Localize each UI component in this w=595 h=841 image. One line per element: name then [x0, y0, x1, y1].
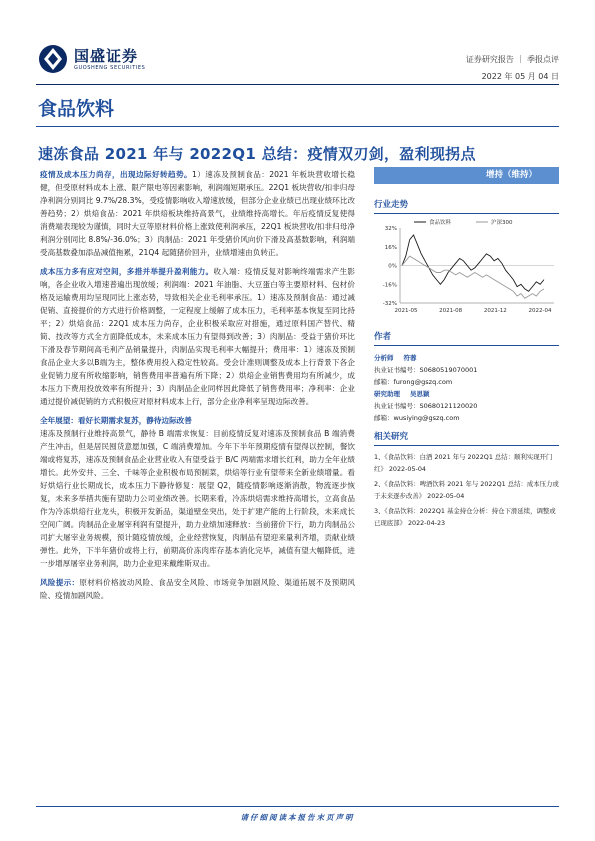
authors-title: 作者	[374, 330, 559, 346]
sector-title: 食品饮料	[38, 98, 115, 120]
y-tick-label: 16%	[384, 244, 397, 251]
footer-rule	[36, 806, 559, 807]
y-tick-label: 32%	[384, 226, 397, 232]
risk-title: 风险提示：	[40, 578, 80, 587]
assistant-name: 吴思颖	[410, 390, 430, 398]
risk-body: 原材料价格波动风险、食品安全风险、市场竞争加剧风险、渠道拓展不及预期风险、疫情加剧风险。	[40, 578, 356, 600]
authors-block	[374, 352, 559, 424]
rating-badge: 增持（维持）	[374, 167, 559, 184]
x-tick-label: 2021-08	[439, 308, 463, 314]
section-1-body: 1）速冻及预制食品：2021 年板块营收增长稳健，但受原材料成本上涨、限产限电等因素影响，利润端短期承压。22Q1 板块营收/扣非归母净利润分别同比 9.7%/28.3%，受疫情影响收入增速放缓，但部分企业业绩已出现业绩环比改善趋势；2）烘焙食品：2021 年烘焙板块维持高景气，业绩维持高增长。年后疫情反复使得消费端表现较为谨慎，同时大豆等原材料价格上涨致使利润承压，22Q1 板块营收/扣非归母净利润分别同比 8.8%/-36.0%；3）肉制品：2021 年受猪价风向价下滑及高基数影响，利润端受高基数叠加添品减值拖累，21Q4 起随猪价回升，业绩增速由负转正。	[40, 170, 355, 257]
industry-trend-chart	[374, 218, 559, 318]
x-tick-label: 2022-04	[528, 308, 552, 314]
section-3-title: 全年展望：看好长期需求复苏，静待边际改善	[40, 416, 192, 425]
x-tick-label: 2021-05	[394, 308, 418, 314]
assistant-role: 研究助理	[374, 390, 400, 398]
related-item[interactable]: 2、《食品饮料：啤酒饮料 2021 年与 2022Q1 总结：成本压力或于未来逐步改善》 2022-05-04	[374, 480, 559, 500]
related-list	[374, 451, 559, 529]
analyst-role: 分析师	[374, 354, 394, 362]
x-tick-label: 2021-12	[483, 308, 507, 314]
analyst-email[interactable]: 邮箱：furong@gszq.com	[374, 378, 453, 386]
company-logo	[38, 44, 145, 74]
section-3-body: 速冻及预制行业维持高景气，静待 B 端需求恢复：目前疫情反复对速冻及预制食品 B 端消费产生冲击，但是居民囤货意愿加强，C 端消费增加。今年下半年预期疫情有望得以控制，餐饮端或将复苏，速冻及预制食品企业营业收入有望受益于 B/C 两端需求增长红利，助力全年业绩增长。此外安井、三全、千味等企业积极布局预制菜，烘焙等行业有望带来全新业绩增量。看好烘焙行业长期成长，成本压力下静待修复：展望 Q2，随疫情影响逐渐消散，物流逐步恢复，未来多举措共施有望助力公司业绩改善。长期来看，冷冻烘焙需求维持高增长，立高食品作为冷冻烘焙行业龙头，积极开发新品，渠道壁垒突出，处于扩建产能的上行阶段，未来成长空间广阔。肉制品企业屠宰利润有望提升，助力业绩加速释放：当前猪价下行，助力肉制品公司扩大屠宰业务规模，预计随疫情放缓，企业经营恢复，肉制品有望迎来量利齐增，贡献业绩弹性。此外，下半年猪价或将上行，前期高价冻肉库存基本消化完毕，减值有望大幅降低，进一步增厚屠宰业务利润，助力企业迎来戴维斯双击。	[40, 429, 355, 568]
main-content	[40, 168, 355, 608]
section-2-body: 收入端：疫情反复对影响终端需求产生影响，各企业收入增速普遍出现放缓；利润端：2021 年油脂、大豆蛋白等主要原材料、包材价格及运输费用均呈现同比上涨态势，导致相关企业毛利率承压。1）速冻及预制食品：通过减促销、直接提价的方式进行价格调整，一定程度上缓解了成本压力，毛利率基本恢复至同比持平；2）烘焙食品：22Q1 成本压力尚存，企业积极采取应对措施，通过原料国产替代、精简、技改等方式全方面降低成本，未来成本压力有望得到改善；3）肉制品：受益于猪价环比下滑及春节期间高毛利产品销量提升，肉制品实现毛利率大幅提升；费用率：1）速冻及预制食品企业大多以B端为主，整体费用投入稳定性较高。受会计准则调整及成本上行背景下各企业促销力度有所收缩影响，销售费用率普遍有所下降；2）烘焙企业销售费用均有所减少，成本压力下费用投放效率有所提升；3）肉制品企业同样因此降低了销售费用率；净利率：企业通过提价减促销的方式积极应对原材料成本上行，部分企业净利率呈现边际改善。	[40, 267, 355, 406]
analyst-name: 符蓉	[403, 354, 417, 362]
report-date: 2022 年 05 月 04 日	[481, 72, 559, 81]
logo-icon	[38, 44, 68, 74]
legend-label: 食品饮料	[429, 220, 452, 226]
logo-cn-text: 国盛证券	[74, 46, 139, 65]
logo-en-text: GUOSHENG SECURITIES	[74, 64, 146, 71]
report-type: 证券研究报告 ｜ 季报点评	[465, 55, 559, 64]
section-4	[40, 576, 355, 602]
section-1	[40, 168, 355, 259]
section-2	[40, 265, 355, 408]
page-title: 速冻食品 2021 年与 2022Q1 总结：疫情双刃剑，盈利现拐点	[38, 145, 476, 163]
header-meta	[466, 54, 559, 82]
assistant-email[interactable]: 邮箱：wusiying@gszq.com	[374, 414, 460, 422]
sector-rule	[36, 126, 559, 127]
y-tick-label: -32%	[382, 301, 397, 307]
trend-title: 行业走势	[374, 198, 559, 214]
section-1-title: 疫情及成本压力尚存，出现边际好转趋势。	[40, 170, 193, 179]
related-title: 相关研究	[374, 430, 559, 446]
related-item[interactable]: 1、《食品饮料：白酒 2021 年与 2022Q1 总结：顺利实现开门红》 2022-05-04	[374, 453, 553, 473]
y-tick-label: 0%	[388, 263, 397, 270]
series-line-1	[402, 235, 544, 291]
y-tick-label: -16%	[382, 282, 397, 289]
series-line-2	[402, 256, 544, 298]
header-rule	[36, 84, 559, 85]
section-3	[40, 414, 355, 570]
related-item[interactable]: 3、《食品饮料：2022Q1 基金持仓分析：持仓下滑延续，调整或已现底部》 2022-04-23	[374, 507, 556, 527]
legend-label: 沪深300	[491, 220, 513, 226]
analyst-cert: 执业证书编号：S0680519070001	[374, 366, 478, 374]
sidebar	[374, 167, 559, 532]
footer-disclaimer: 请仔细阅读本报告末页声明	[240, 813, 355, 822]
section-2-title: 成本压力多有应对空间，多措并举提升盈利能力。	[40, 267, 214, 276]
assistant-cert: 执业证书编号：S0680121120020	[374, 402, 478, 410]
